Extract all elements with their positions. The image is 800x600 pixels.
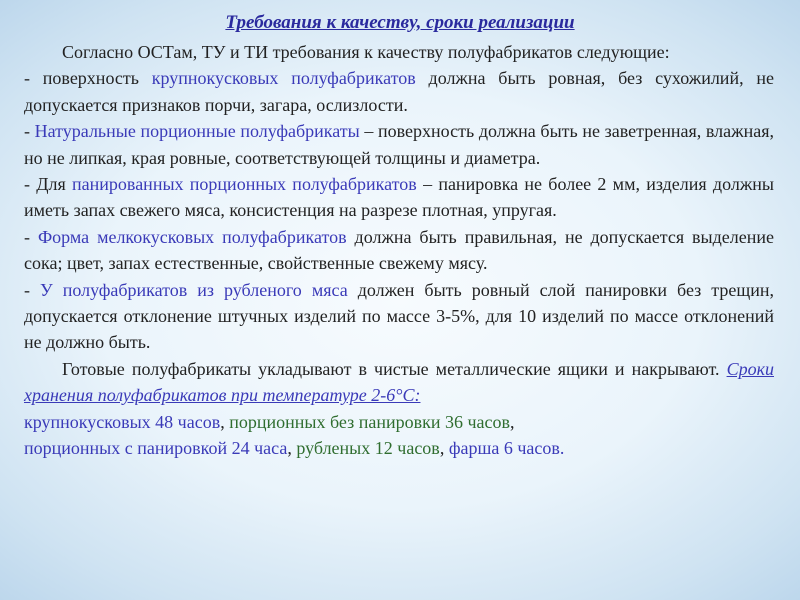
- term-large-cut: крупнокусковых 48 часов: [24, 411, 221, 432]
- requirement-item-small-cut: [24, 224, 774, 277]
- item-text: – панировка не более 2 мм, изделия должны иметь запах свежего мяса, консистенция на разрезе плотная, упругая.: [24, 174, 774, 221]
- slide-title: Требования к качеству, сроки реализации: [225, 12, 575, 33]
- storage-heading: Сроки хранения полуфабрикатов при температуре 2-6°С:: [24, 358, 774, 406]
- item-prefix: -: [24, 226, 38, 247]
- item-prefix: - Для: [24, 174, 73, 195]
- item-text: должна быть правильная, не допускается выделение сока; цвет, запах естественные, свойственные свежему мясу.: [24, 226, 775, 274]
- item-text: – поверхность должна быть не заветренная, влажная, но не липкая, края ровные, соответствующей толщины и диаметра.: [24, 121, 774, 168]
- item-prefix: -: [24, 279, 41, 300]
- storage-paragraph: [24, 356, 774, 409]
- term-chopped: рубленых 12 часов: [296, 438, 440, 459]
- requirement-item-minced: [24, 277, 774, 356]
- term-portion-breaded: порционных с панировкой 24 часа: [24, 438, 288, 459]
- separator: ,: [287, 438, 297, 459]
- term-mince: фарша 6 часов.: [448, 438, 565, 459]
- requirement-item-breaded-portion: [24, 171, 774, 224]
- item-highlight: Форма мелкокусковых полуфабрикатов: [37, 226, 347, 247]
- separator: ,: [510, 411, 515, 432]
- item-prefix: -: [24, 121, 35, 142]
- requirement-item-natural-portion: [24, 118, 774, 171]
- storage-terms: [24, 409, 774, 462]
- term-portion-unbreaded: порционных без панировки 36 часов: [229, 411, 511, 432]
- requirement-item-large-cut: [24, 65, 774, 118]
- content-body: [24, 39, 774, 462]
- storage-lead: Готовые полуфабрикаты укладывают в чистые металлические ящики и накрывают.: [62, 358, 727, 379]
- item-highlight: панированных порционных полуфабрикатов: [72, 174, 417, 195]
- item-text: должен быть ровный слой панировки без трещин, допускается отклонение штучных изделий по массе 3-5%, для 10 изделий по массе отклонений не должно быть.: [24, 279, 774, 353]
- item-highlight: У полуфабрикатов из рубленого мяса: [40, 279, 348, 300]
- intro-paragraph: Согласно ОСТам, ТУ и ТИ требования к качеству полуфабрикатов следующие:: [62, 42, 670, 62]
- item-text: должна быть ровная, без сухожилий, не допускается признаков порчи, загара, ослизлости.: [24, 68, 774, 115]
- item-prefix: - поверхность: [24, 68, 152, 89]
- separator: ,: [220, 411, 230, 432]
- separator: ,: [439, 438, 449, 459]
- item-highlight: крупнокусковых полуфабрикатов: [151, 68, 416, 89]
- item-highlight: Натуральные порционные полуфабрикаты: [34, 121, 360, 142]
